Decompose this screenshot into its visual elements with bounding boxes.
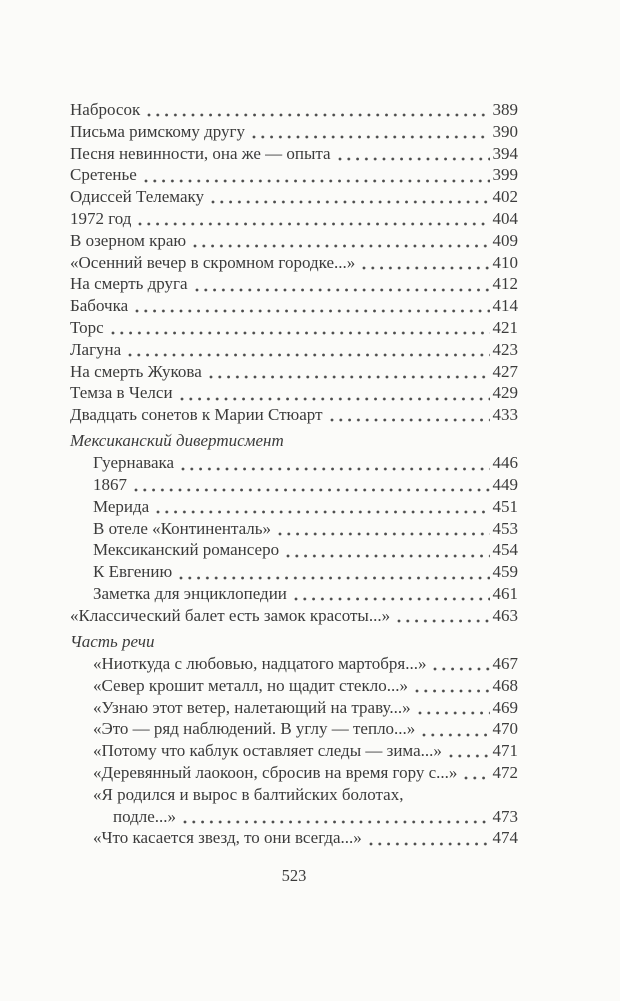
leader-dots [180,397,490,401]
toc-entry-title: Набросок [70,100,141,119]
toc-entry-page: 433 [492,405,518,425]
toc-entry [70,143,518,165]
toc-entry [70,452,518,474]
toc-entry-title: подле...» [113,806,177,826]
leader-dots [294,597,490,601]
leader-dots [252,135,490,139]
toc-entry-title: Темза в Челси [70,383,173,403]
toc-entry [70,317,518,339]
toc-entry [70,339,518,361]
toc-entry-page: 402 [492,187,518,207]
toc-entry-page: 394 [492,143,518,163]
toc-entry [70,539,518,561]
toc-entry-page: 474 [492,828,518,848]
toc-entry-title: «Это — ряд наблюдений. В углу — тепло...» [93,719,416,739]
toc-entry [70,605,518,627]
toc-entry-page: 423 [492,339,518,359]
leader-dots [464,776,489,780]
toc-entry-page: 453 [492,518,518,538]
toc-entry [70,561,518,583]
toc-entry-title: Гуернавака [93,453,175,473]
toc-entry-title: «Потому что каблук оставляет следы — зима...» [93,741,442,761]
toc-entry-title: На смерть друга [70,274,188,294]
toc-entry [70,295,518,317]
footer-page-number: 523 [281,866,307,885]
leader-dots [338,157,490,161]
toc-entry-title: Лагуна [70,339,122,359]
toc-entry-page: 421 [492,317,518,337]
toc-entry-page: 463 [492,605,518,625]
toc-entry-page: 429 [492,383,518,403]
toc-entry-title: Сретенье [70,165,137,185]
toc-entry [70,186,518,208]
toc-entry-page: 459 [492,562,518,582]
toc-entry-title: На смерть Жукова [70,361,202,381]
leader-dots [135,309,489,313]
toc-entry-page: 470 [492,719,518,739]
toc-section-heading [70,430,518,452]
toc-entry-page: 469 [492,697,518,717]
toc-entry [70,382,518,404]
leader-dots [397,619,489,623]
toc-entry-title: Бабочка [70,296,129,316]
leader-dots [449,754,490,758]
toc-section-heading-label: Мексиканский дивертисмент [70,431,284,451]
toc-entry [70,208,518,230]
toc-entry-title: Двадцать сонетов к Марии Стюарт [70,405,323,425]
toc-entry-page: 468 [492,675,518,695]
leader-dots [128,353,489,357]
toc-entry-wrapped-line1 [70,784,518,806]
toc-entry-page: 451 [492,496,518,516]
toc-section-heading-label: Часть речи [70,632,155,652]
toc-entry [70,827,518,849]
toc-entry [70,121,518,143]
toc-entry-title: «Узнаю этот ветер, налетающий на траву...» [93,697,411,717]
toc-entry-title: «Осенний вечер в скромном городке...» [70,252,356,272]
toc-entry [70,583,518,605]
toc-entry-title: «Деревянный лаокоон, сбросив на время гору с...» [93,762,458,782]
toc-entry-page: 467 [492,653,518,673]
toc-entry [70,99,518,121]
toc-entry-page: 389 [492,100,518,119]
leader-dots [179,576,489,580]
leader-dots [286,554,489,558]
toc-entry-title: «Север крошит металл, но щадит стекло...» [93,675,408,695]
leader-dots [138,222,489,226]
toc-entry-page: 473 [492,806,518,826]
toc-entry [70,496,518,518]
toc-entry-title: В озерном краю [70,230,187,250]
leader-dots [278,532,489,536]
toc-entry-page: 412 [492,274,518,294]
toc-entry-page: 404 [492,208,518,228]
toc-entry-wrapped-line2 [70,806,518,828]
toc-entry-title: Письма римскому другу [70,121,245,141]
toc-entry [70,697,518,719]
leader-dots [147,113,489,117]
toc-entry-page: 409 [492,230,518,250]
leader-dots [181,467,489,471]
leader-dots [418,711,490,715]
leader-dots [111,331,490,335]
leader-dots [195,288,490,292]
leader-dots [369,842,490,846]
toc-entry-title: «Что касается звезд, то они всегда...» [93,828,362,848]
toc-entry-title: 1972 год [70,208,132,228]
toc-entry-title: «Классический балет есть замок красоты...» [70,605,391,625]
toc-entry-title: Мексиканский романсеро [93,540,280,560]
toc-entry [70,404,518,426]
leader-dots [209,375,490,379]
toc-list [70,99,518,849]
toc-entry [70,474,518,496]
toc-entry-title: Песня невинности, она же — опыта [70,143,331,163]
toc-entry [70,653,518,675]
leader-dots [330,418,490,422]
leader-dots [422,733,489,737]
toc-entry-title: Одиссей Телемаку [70,187,205,207]
toc-entry-title: В отеле «Континенталь» [93,518,272,538]
toc-entry [70,273,518,295]
toc-entry-page: 399 [492,165,518,185]
leader-dots [193,244,489,248]
toc-entry [70,252,518,274]
toc-entry-page: 461 [492,584,518,604]
toc-section-heading [70,631,518,653]
toc-entry-page: 427 [492,361,518,381]
toc-entry [70,230,518,252]
toc-entry [70,164,518,186]
leader-dots [144,179,490,183]
toc-entry [70,718,518,740]
leader-dots [362,266,489,270]
toc-entry-title: К Евгению [93,562,173,582]
toc-entry-title: Мерида [93,496,150,516]
leader-dots [134,488,490,492]
toc-entry [70,361,518,383]
toc-entry-page: 454 [492,540,518,560]
toc-entry-page: 472 [492,762,518,782]
toc-entry-page: 446 [492,453,518,473]
leader-dots [433,667,489,671]
toc-entry [70,762,518,784]
toc-entry [70,675,518,697]
toc-entry-title: «Ниоткуда с любовью, надцатого мартобря...» [93,653,427,673]
leader-dots [211,200,489,204]
toc-entry-page: 390 [492,121,518,141]
toc-entry-title: Торс [70,317,104,337]
toc-entry-page: 414 [492,296,518,316]
toc-entry-page: 449 [492,475,518,495]
toc-entry [70,740,518,762]
toc-entry-title: 1867 [93,475,127,495]
toc-entry-page: 410 [492,252,518,272]
toc-entry [70,518,518,540]
toc-entry-page: 471 [492,741,518,761]
leader-dots [156,510,489,514]
leader-dots [415,689,490,693]
toc-entry-title: «Я родился и вырос в балтийских болотах, [93,784,404,804]
toc-entry-title: Заметка для энциклопедии [93,584,287,604]
leader-dots [183,820,489,824]
